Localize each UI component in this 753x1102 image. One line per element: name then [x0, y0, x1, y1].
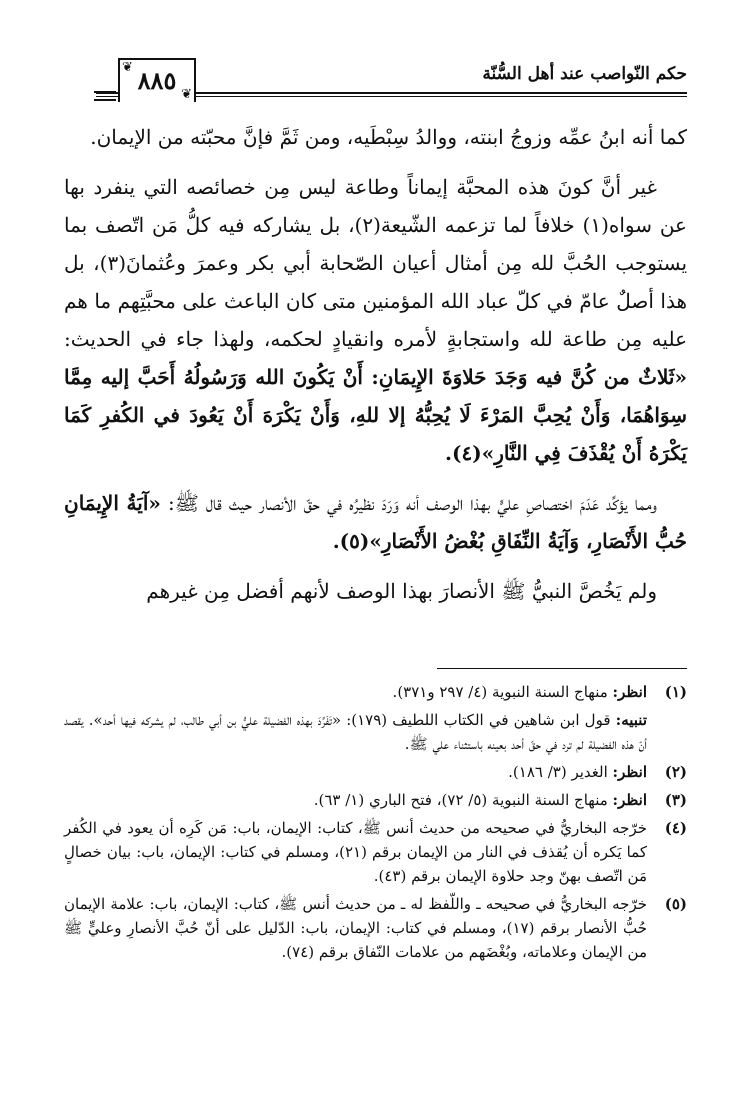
footnote-3 — [64, 788, 687, 812]
main-text — [64, 118, 687, 622]
paragraph-2 — [64, 168, 687, 472]
footnote-body — [64, 760, 647, 784]
paragraph-4: ولم يَخُصَّ النبيُّ ﷺ الأنصارَ بهذا الوصف لأنهم أفضل مِن غيرهم — [146, 579, 657, 603]
footnote-body — [64, 788, 647, 812]
footnote-number: (٥) — [664, 895, 687, 913]
hadith-quote-2: «آيَةُ الإِيمَانِ حُبُّ الأَنْصَارِ، وَآيَةُ النِّفَاقِ بُغْضُ الأَنْصَارِ»(٥). — [64, 491, 687, 553]
footnote-1 — [64, 680, 687, 756]
footnote-number: (٣) — [664, 791, 687, 809]
corner-ornament-icon: ❦ — [122, 60, 133, 75]
footnote-text: منهاج السنة النبوية (٥/ ٧٢)، فتح الباري (١/ ٦٣). — [313, 791, 613, 809]
footnote-number: (١) — [664, 683, 687, 701]
page-number-box — [118, 58, 196, 102]
footnote-number: (٢) — [664, 763, 687, 781]
footnote-label: انظر: — [612, 683, 647, 701]
footnote-number: (٤) — [664, 819, 687, 837]
paragraph-1: كما أنه ابنُ عمِّه وزوجُ ابنته، ووالدُ سِبْطَيه، ومن ثَمَّ فإنَّ محبّته من الإيمان. — [90, 125, 687, 149]
footnote-text: خرّجه البخاريُّ في صحيحه ـ واللّفظ له ـ من حديث أنس ﷺ، كتاب: الإيمان، باب: علامة الإيمان حُبُّ الأنصار برقم (١٧)، ومسلم في كتاب: الإيمان، باب: الدّليل على أنّ حُبَّ الأنصارِ وعليٍّ ﷺ من الإيمان وعلاماته، وبُغْضَهم من علامات النّفاق برقم (٧٤). — [64, 895, 647, 961]
paragraph-3-text: ومما يؤكِّد عَدَمَ اختصاصِ عليٍّ بهذا الوصف أنه وَرَدَ نظيرُه في حقّ الأنصار حيث قال ﷺ: — [167, 491, 657, 515]
page-header — [96, 62, 687, 104]
footnotes — [64, 680, 687, 968]
footnote-text: الغدير (٣/ ١٨٦). — [508, 763, 613, 781]
footnote-text: منهاج السنة النبوية (٤/ ٢٩٧ و٣٧١). — [392, 683, 613, 701]
footnote-5 — [64, 892, 687, 964]
note-label: تنبيه: — [615, 711, 647, 729]
page-number: ٨٨٥ — [137, 66, 177, 95]
footnote-2 — [64, 760, 687, 784]
footnote-4 — [64, 816, 687, 888]
running-title: حكم النّواصب عند أهل السُّنّة — [482, 64, 687, 84]
paragraph-3 — [64, 484, 687, 560]
footnote-label: انظر: — [612, 791, 647, 809]
paragraph-2-text: غير أنَّ كونَ هذه المحبَّة إيماناً وطاعة ليس مِن خصائصه التي ينفرد بها عن سواه(١) خلافاً لما تزعمه الشّيعة(٢)، بل يشاركه فيه كلُّ مَن اتّصف بما يستوجب الحُبَّ لله مِن أمثال أعيان الصّحابة أبي بكر وعمرَ وعُثمانَ(٣)، بل هذا أصلٌ عامّ في كلّ عباد الله المؤمنين متى كان الباعث على محبَّتِهم ما هم عليه مِن طاعة لله واستجابةٍ لأمره وانقيادٍ لحكمه، ولهذا جاء في الحديث: — [64, 175, 688, 351]
footnote-line — [64, 680, 647, 704]
footnote-label: انظر: — [612, 763, 647, 781]
hadith-quote-1: «ثَلاثٌ من كُنَّ فيه وَجَدَ حَلاوَةَ الإِيمَانِ: أَنْ يَكُونَ الله وَرَسُولُهُ أَحَبَّ إليه مِمَّا سِوَاهُمَا، وَأَنْ يُحِبَّ المَرْءَ لَا يُحِبُّهُ إلا للهِ، وَأَنْ يَكْرَهَ أَنْ يَعُودَ في الكُفرِ كَمَا يَكْرَهُ أَنْ يُقْذَفَ فِي النَّارِ»(٤). — [64, 365, 687, 465]
header-dash — [94, 91, 116, 101]
footnote-text: خرّجه البخاريُّ في صحيحه من حديث أنس ﷺ، كتاب: الإيمان، باب: مَن كَرِه أن يعود في الكُفر كما يَكره أن يُقذف في النار من الإيمان برقم (٢١)، ومسلم في كتاب: الإيمان، باب: بيان خصالٍ مَن اتّصف بهنّ وجد حلاوة الإيمان برقم (٤٣). — [64, 819, 647, 885]
note-text: قول ابن شاهين في الكتاب اللطيف (١٧٩): «تَفَرَّدَ بهذه الفضيلة عليُّ بن أبي طالب، لم يشركه فيها أحد». يقصد أنّ هذه الفضيلة لم ترد في حقّ أحد بعينه باستثناء علي ﷺ. — [64, 711, 647, 753]
footnote-note — [64, 708, 647, 756]
footnote-body — [64, 680, 647, 756]
footnote-separator — [437, 668, 687, 669]
corner-ornament-icon: ❦ — [181, 87, 192, 102]
